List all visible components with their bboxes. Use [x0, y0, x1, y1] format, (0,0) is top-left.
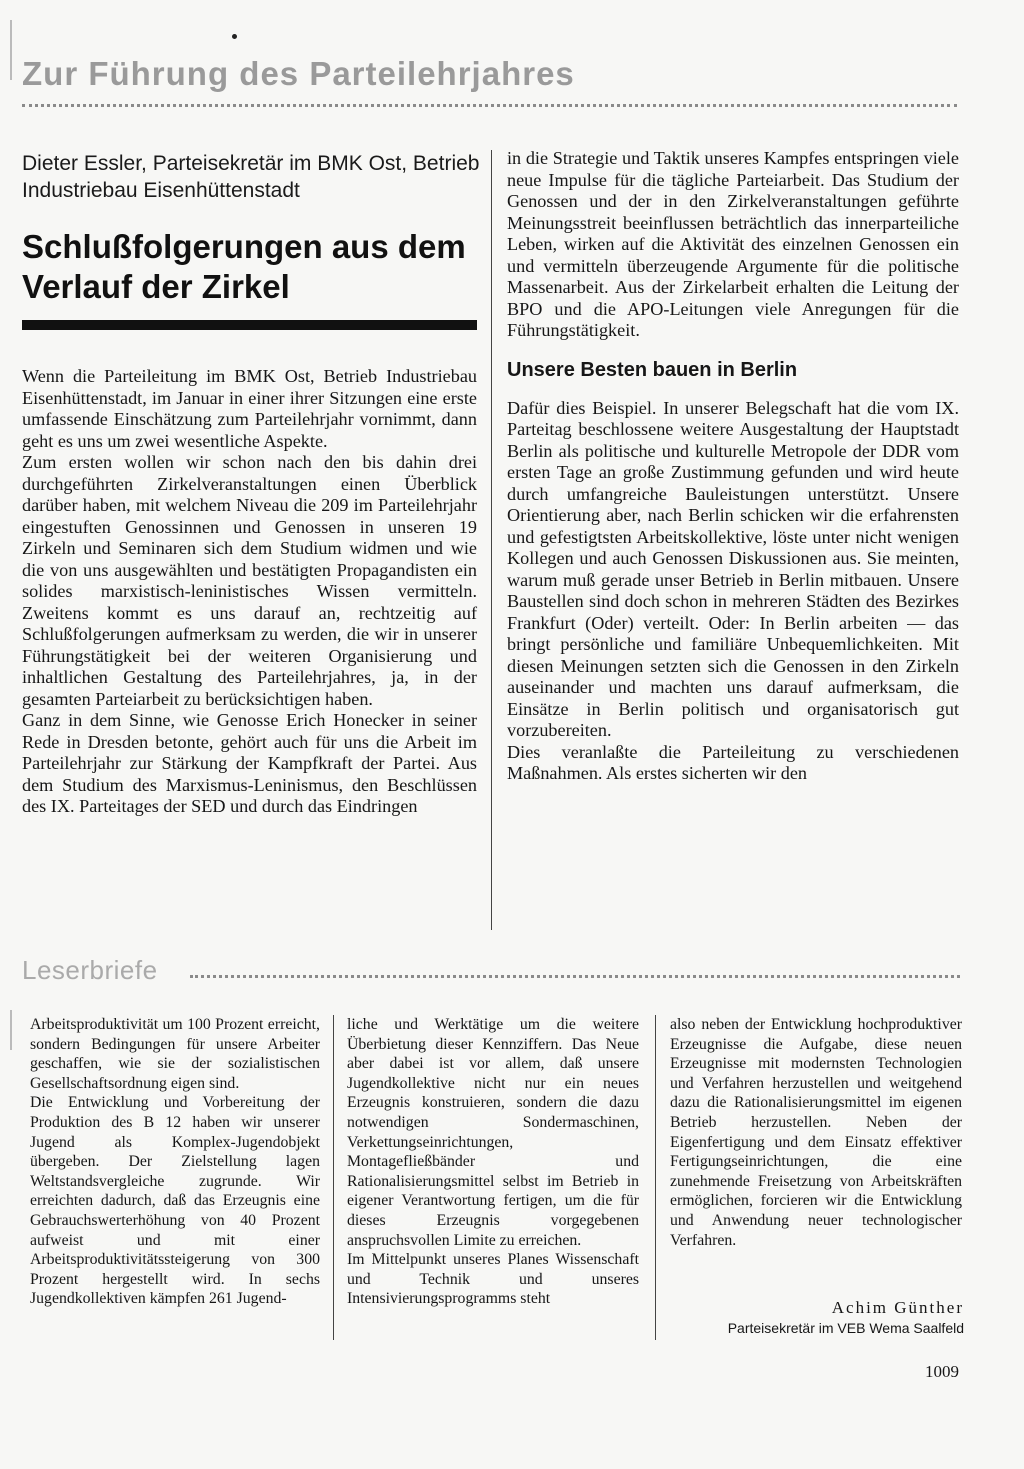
article-paragraph: in die Strategie und Taktik unseres Kampfes entspringen viele neue Impulse für die tägliche Parteiarbeit. Das Studium der Genossen und der in den Zirkelveranstaltungen geführte Meinungsstreit beeinflussen beträchtlich das innerparteiliche Leben, wirken auf die Aktivität des einzelnen Genossen ein und vermitteln überzeugende Argumente für die politische Massenarbeit. Aus der Zirkelarbeit erhalten die Leitung der BPO und die APO-Leitungen viele Anregungen für die Führungstätigkeit.: [507, 148, 959, 340]
article-paragraph: Ganz in dem Sinne, wie Genosse Erich Honecker in seiner Rede in Dresden betonte, gehört auch für uns die Arbeit im Parteilehrjahr zur Stärkung der Kampfkraft der Partei. Aus dem Studium des Marxismus-Leninismus, den Beschlüssen des IX. Parteitages der SED und durch das Eindringen: [22, 710, 477, 816]
letter-paragraph: also neben der Entwicklung hochproduktiver Erzeugnisse die Aufgabe, diese neuen Erzeugnisse mit modernsten Technologien und Verfahren herzustellen und weitgehend dazu die Rationalisierungsmittel im eigenen Betrieb herzustellen. Neben der Eigenfertigung und dem Einsatz effektiver Fertigungseinrichtungen, die eine zunehmende Freisetzung von Arbeitskräften ermöglichen, forcieren wir die Entwicklung und Anwendung neuer technologischer Verfahren.: [670, 1016, 962, 1249]
headline-rule: [22, 320, 477, 330]
article-headline: Schlußfolgerungen aus dem Verlauf der Zirkel: [22, 228, 466, 305]
print-dot: [232, 34, 237, 39]
article-paragraph: Dies veranlaßte die Parteileitung zu verschiedenen Maßnahmen. Als erstes sicherten wir den: [507, 741, 959, 783]
page-edge-mark: [10, 1010, 12, 1050]
page-number: 1009: [925, 1362, 959, 1381]
column-divider: [333, 1015, 334, 1340]
letter-signature: [728, 1297, 964, 1337]
article-column-1: [22, 366, 477, 818]
article-paragraph: Wenn die Parteileitung im BMK Ost, Betrieb Industriebau Eisenhüttenstadt, im Januar in einer ihrer Sitzungen eine erste umfassende Einschätzung zum Parteilehrjahr vornimmt, dann geht es uns um zwei wesentliche Aspekte.: [22, 366, 477, 451]
column-divider: [655, 1015, 656, 1340]
letters-section-title: Leserbriefe: [22, 955, 158, 985]
section-title-rule: [22, 104, 957, 107]
article-subheading: Unsere Besten bauen in Berlin: [507, 358, 798, 381]
article-column-2: [507, 148, 959, 785]
column-divider: [491, 150, 492, 930]
article-paragraph: Zum ersten wollen wir schon nach den bis dahin drei durchgeführten Zirkelveranstaltungen einen Überblick darüber haben, mit welchem Niveau die 209 im Parteilehrjahr eingestuften Genossinnen und Genossen in unseren 19 Zirkeln und Seminaren sich dem Studium widmen und wie die von uns ausgewählten und bestätigten Propagandisten ein solides marxistisch-leninistisches Wissen vermitteln. Zweitens kommt es uns darauf an, rechtzeitig auf Schlußfolgerungen aufmerksam zu werden, die wir in unserer Führungstätigkeit bei der weiteren Organisierung und inhaltlichen Gestaltung des Parteilehrjahres, ja, in der gesamten Parteiarbeit zu berücksichtigen haben.: [22, 452, 477, 709]
letters-column-3: [670, 1015, 962, 1250]
letter-paragraph: Die Entwicklung und Vorbereitung der Produktion des B 12 haben wir unserer Jugend als Komplex-Jugendobjekt übergeben. Der Zielstellung lagen Weltstandsvergleiche zugrunde. Wir erreichten dadurch, daß das Erzeugnis eine Gebrauchswerterhöhung von 40 Prozent aufweist und mit einer Arbeitsproduktivitätssteigerung von 300 Prozent hergestellt wird. In sechs Jugendkollektiven kämpfen 261 Jugend-: [30, 1094, 320, 1308]
letter-paragraph: liche und Werktätige um die weitere Überbietung dieser Kennziffern. Das Neue aber dabei ist vor allem, daß unsere Jugendkollektive nicht nur ein neues Erzeugnis konstruieren, sondern die dazu notwendigen Sondermaschinen, Verkettungseinrichtungen, Montagefließbänder und Rationalisierungsmittel selbst im Betrieb in eigener Verantwortung fertigen, um die für dieses Erzeugnis vorgegebenen anspruchsvollen Limite zu erreichen.: [347, 1016, 639, 1249]
letters-title-rule: [190, 975, 960, 978]
article-paragraph: Dafür dies Beispiel. In unserer Belegschaft hat die vom IX. Parteitag beschlossene weitere Ausgestaltung der Hauptstadt Berlin als politische und kulturelle Metropole der DDR vom ersten Tage an große Zustimmung gefunden und wird heute durch umfangreiche Bauleistungen unterstützt. Unsere Orientierung aber, nach Berlin schicken wir die erfahrensten und gefestigtsten Arbeitskollektive, löste unter nicht wenigen Kollegen und auch Genossen Diskussionen aus. Sie meinten, warum muß gerade unser Betrieb in Berlin mitbauen. Unsere Baustellen sind doch schon in mehreren Städten des Bezirkes Frankfurt (Oder) verteilt. Oder: In Berlin arbeiten — das bringt persönliche und familiäre Unbequemlichkeiten. Mit diesen Meinungen setzten sich die Genossen in den Zirkeln auseinander und machten uns darauf aufmerksam, die Einsätze in Berlin politisch und organisatorisch gut vorzubereiten.: [507, 397, 959, 740]
letters-column-2: [347, 1015, 639, 1309]
signature-name: Achim Günther: [831, 1298, 964, 1317]
letter-paragraph: Im Mittelpunkt unseres Planes Wissenschaft und Technik und unseres Intensivierungsprogramms steht: [347, 1251, 639, 1308]
letter-paragraph: Arbeitsproduktivität um 100 Prozent erreicht, sondern Bedingungen für unsere Arbeiter geschaffen, wie sie der sozialistischen Gesellschaftsordnung eigen sind.: [30, 1016, 320, 1092]
signature-title: Parteisekretär im VEB Wema Saalfeld: [727, 1320, 964, 1336]
letters-column-1: [30, 1015, 320, 1309]
section-title: Zur Führung des Parteilehrjahres: [22, 55, 575, 92]
article-author: Dieter Essler, Parteisekretär im BMK Ost, Betrieb Industriebau Eisenhüttenstadt: [22, 152, 480, 202]
page-edge-mark: [10, 20, 12, 80]
